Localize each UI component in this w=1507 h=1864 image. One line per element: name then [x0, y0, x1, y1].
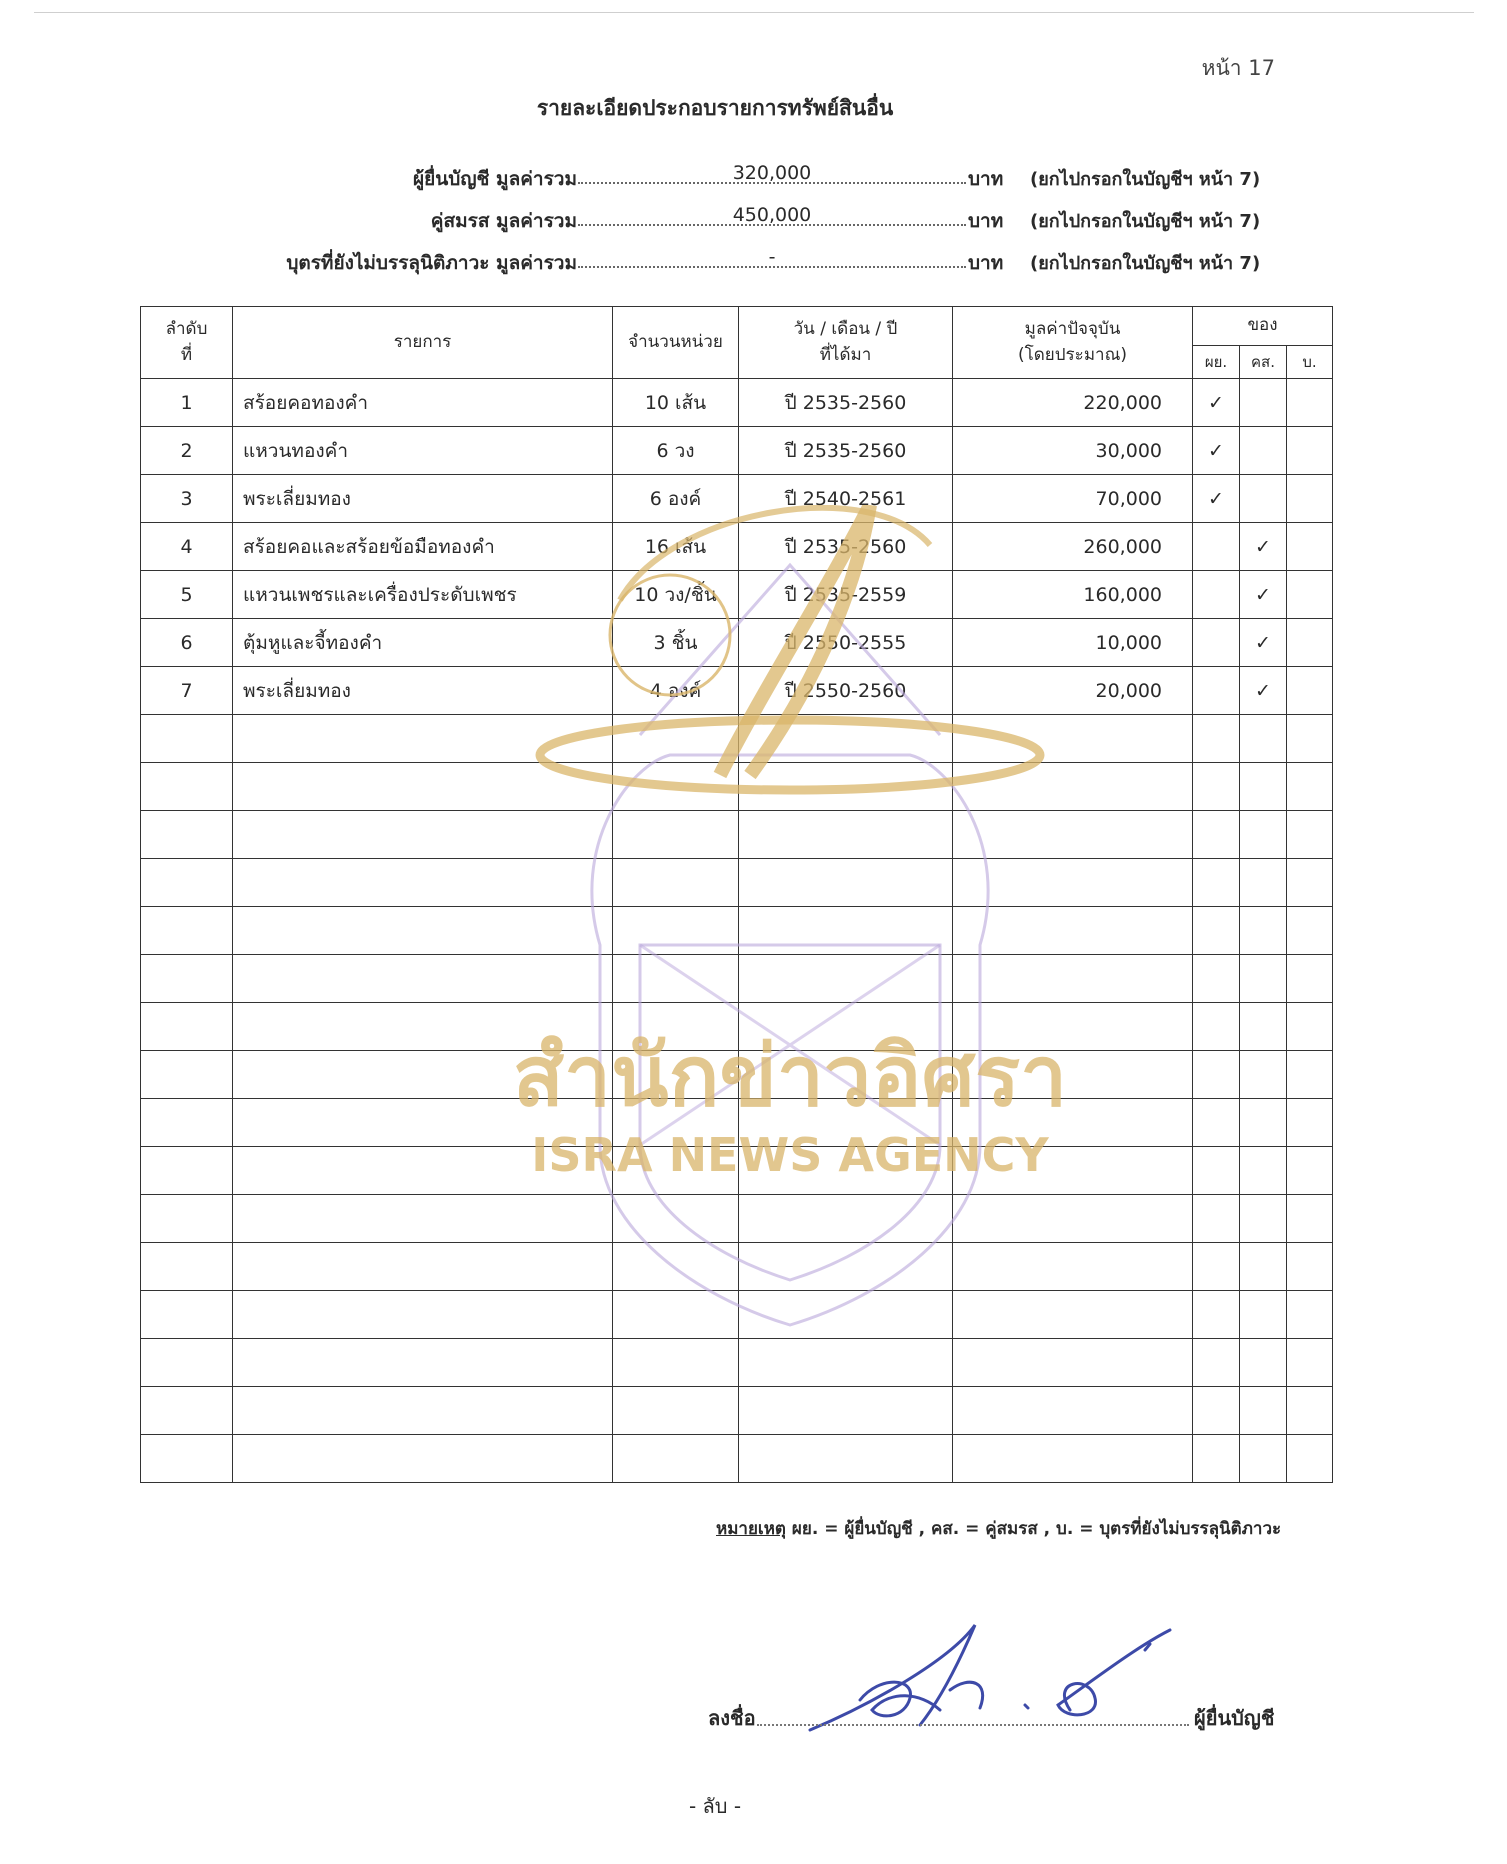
empty-cell — [1193, 1243, 1240, 1291]
empty-cell — [1193, 1147, 1240, 1195]
empty-cell — [233, 1339, 613, 1387]
table-row — [141, 427, 1333, 475]
row-quantity: 4 องค์ — [613, 667, 739, 715]
table-body — [141, 379, 1333, 1483]
empty-cell — [1287, 763, 1333, 811]
empty-cell — [739, 1243, 953, 1291]
empty-cell — [141, 715, 233, 763]
empty-table-row — [141, 1243, 1333, 1291]
header-no — [141, 307, 233, 379]
header-date-line1: วัน / เดือน / ปี — [793, 319, 898, 339]
header-date-line2: ที่ได้มา — [819, 344, 872, 365]
empty-cell — [953, 763, 1193, 811]
empty-cell — [1287, 1147, 1333, 1195]
empty-cell — [953, 1339, 1193, 1387]
empty-cell — [233, 1435, 613, 1483]
empty-cell — [953, 1387, 1193, 1435]
row-owner-child — [1287, 427, 1333, 475]
empty-cell — [1193, 859, 1240, 907]
empty-cell — [141, 1435, 233, 1483]
header-owner: ของ — [1193, 307, 1333, 346]
empty-cell — [1287, 907, 1333, 955]
header-value — [953, 307, 1193, 379]
empty-cell — [613, 763, 739, 811]
empty-cell — [141, 763, 233, 811]
empty-cell — [1193, 1051, 1240, 1099]
header-value-line2: (โดยประมาณ) — [1018, 344, 1127, 365]
handwritten-signature — [800, 1620, 1180, 1740]
empty-cell — [233, 715, 613, 763]
empty-cell — [1287, 1003, 1333, 1051]
header-owner-filer: ผย. — [1193, 346, 1240, 379]
empty-cell — [739, 1387, 953, 1435]
empty-cell — [739, 1435, 953, 1483]
empty-cell — [1287, 1435, 1333, 1483]
header-no-line2: ที่ — [180, 344, 193, 365]
summary-note: (ยกไปกรอกในบัญชีฯ หน้า 7) — [1030, 169, 1261, 190]
empty-cell — [1240, 907, 1287, 955]
row-no: 4 — [141, 523, 233, 571]
empty-cell — [739, 715, 953, 763]
empty-cell — [1287, 1243, 1333, 1291]
empty-cell — [1240, 1387, 1287, 1435]
empty-table-row — [141, 1435, 1333, 1483]
empty-cell — [233, 811, 613, 859]
row-date: ปี 2540-2561 — [739, 475, 953, 523]
empty-cell — [141, 907, 233, 955]
summary-label: บุตรที่ยังไม่บรรลุนิติภาวะ มูลค่ารวม — [286, 252, 577, 274]
empty-cell — [1287, 955, 1333, 1003]
empty-cell — [1240, 763, 1287, 811]
row-owner-filer — [1193, 571, 1240, 619]
empty-cell — [1287, 715, 1333, 763]
empty-table-row — [141, 1195, 1333, 1243]
empty-cell — [1287, 859, 1333, 907]
empty-cell — [1193, 1291, 1240, 1339]
row-date: ปี 2535-2559 — [739, 571, 953, 619]
empty-cell — [141, 955, 233, 1003]
empty-cell — [739, 1051, 953, 1099]
empty-cell — [141, 1147, 233, 1195]
row-quantity: 10 เส้น — [613, 379, 739, 427]
empty-cell — [613, 1147, 739, 1195]
empty-cell — [1287, 1195, 1333, 1243]
row-item: พระเลี่ยมทอง — [233, 475, 613, 523]
row-owner-filer — [1193, 523, 1240, 571]
empty-cell — [613, 1339, 739, 1387]
empty-cell — [233, 859, 613, 907]
row-owner-spouse — [1240, 427, 1287, 475]
row-value: 30,000 — [953, 427, 1193, 475]
empty-cell — [613, 1243, 739, 1291]
empty-cell — [141, 1387, 233, 1435]
empty-cell — [953, 907, 1193, 955]
empty-cell — [1193, 763, 1240, 811]
empty-cell — [141, 1003, 233, 1051]
empty-cell — [233, 1147, 613, 1195]
empty-cell — [613, 1099, 739, 1147]
empty-cell — [739, 955, 953, 1003]
row-owner-child — [1287, 475, 1333, 523]
empty-cell — [141, 1195, 233, 1243]
summary-value: - — [768, 246, 776, 268]
empty-table-row — [141, 1339, 1333, 1387]
empty-cell — [613, 907, 739, 955]
empty-cell — [739, 1099, 953, 1147]
row-item: พระเลี่ยมทอง — [233, 667, 613, 715]
row-owner-spouse — [1240, 379, 1287, 427]
row-value: 20,000 — [953, 667, 1193, 715]
table-row — [141, 379, 1333, 427]
row-owner-spouse: ✓ — [1240, 523, 1287, 571]
empty-cell — [1240, 1195, 1287, 1243]
empty-cell — [1240, 859, 1287, 907]
empty-cell — [1287, 811, 1333, 859]
empty-table-row — [141, 907, 1333, 955]
empty-cell — [141, 811, 233, 859]
empty-cell — [613, 1195, 739, 1243]
table-row — [141, 667, 1333, 715]
remark-text: ผย. = ผู้ยื่นบัญชี , คส. = คู่สมรส , บ. = บุตรที่ยังไม่บรรลุนิติภาวะ — [785, 1519, 1282, 1539]
empty-cell — [1193, 1195, 1240, 1243]
sign-label: ลงชื่อ — [708, 1706, 756, 1730]
empty-cell — [613, 715, 739, 763]
empty-cell — [233, 1243, 613, 1291]
empty-cell — [141, 1051, 233, 1099]
empty-table-row — [141, 715, 1333, 763]
row-no: 6 — [141, 619, 233, 667]
remark — [716, 1515, 1281, 1542]
empty-cell — [1240, 811, 1287, 859]
empty-cell — [953, 1003, 1193, 1051]
row-no: 2 — [141, 427, 233, 475]
empty-cell — [1240, 1291, 1287, 1339]
empty-cell — [141, 1099, 233, 1147]
empty-cell — [613, 1003, 739, 1051]
empty-table-row — [141, 1051, 1333, 1099]
watermark-thai: สำนักข่าวอิศรา — [512, 1027, 1068, 1125]
row-owner-filer: ✓ — [1193, 427, 1240, 475]
row-quantity: 6 องค์ — [613, 475, 739, 523]
empty-cell — [1193, 811, 1240, 859]
row-owner-spouse: ✓ — [1240, 667, 1287, 715]
row-owner-child — [1287, 379, 1333, 427]
empty-cell — [953, 715, 1193, 763]
empty-table-row — [141, 1003, 1333, 1051]
row-value: 160,000 — [953, 571, 1193, 619]
empty-table-row — [141, 1147, 1333, 1195]
signature-dotted-line — [757, 1724, 1189, 1726]
row-item: ตุ้มหูและจี้ทองคำ — [233, 619, 613, 667]
row-item: สร้อยคอและสร้อยข้อมือทองคำ — [233, 523, 613, 571]
row-owner-filer: ✓ — [1193, 379, 1240, 427]
empty-cell — [613, 811, 739, 859]
empty-cell — [1240, 1147, 1287, 1195]
row-owner-child — [1287, 523, 1333, 571]
empty-cell — [1193, 1387, 1240, 1435]
row-date: ปี 2535-2560 — [739, 379, 953, 427]
row-owner-filer — [1193, 619, 1240, 667]
empty-cell — [953, 955, 1193, 1003]
empty-cell — [613, 1387, 739, 1435]
empty-cell — [141, 1243, 233, 1291]
table-row — [141, 619, 1333, 667]
empty-cell — [141, 1291, 233, 1339]
empty-cell — [1240, 715, 1287, 763]
summary-unit: บาท — [968, 168, 1004, 190]
empty-cell — [233, 907, 613, 955]
empty-cell — [1193, 1099, 1240, 1147]
empty-table-row — [141, 1387, 1333, 1435]
empty-cell — [613, 1051, 739, 1099]
empty-table-row — [141, 763, 1333, 811]
row-owner-child — [1287, 667, 1333, 715]
row-value: 220,000 — [953, 379, 1193, 427]
empty-table-row — [141, 1099, 1333, 1147]
empty-cell — [233, 955, 613, 1003]
empty-table-row — [141, 1291, 1333, 1339]
table-row — [141, 523, 1333, 571]
empty-cell — [1193, 1435, 1240, 1483]
table-row — [141, 475, 1333, 523]
empty-table-row — [141, 955, 1333, 1003]
empty-cell — [1193, 955, 1240, 1003]
empty-cell — [233, 1195, 613, 1243]
table-row — [141, 571, 1333, 619]
empty-cell — [1193, 1339, 1240, 1387]
empty-cell — [1287, 1099, 1333, 1147]
row-date: ปี 2535-2560 — [739, 427, 953, 475]
empty-cell — [613, 1435, 739, 1483]
row-quantity: 10 วง/ชิ้น — [613, 571, 739, 619]
empty-cell — [233, 1387, 613, 1435]
row-date: ปี 2550-2560 — [739, 667, 953, 715]
empty-cell — [739, 907, 953, 955]
empty-cell — [1287, 1387, 1333, 1435]
row-no: 1 — [141, 379, 233, 427]
empty-cell — [739, 859, 953, 907]
empty-cell — [613, 955, 739, 1003]
empty-cell — [953, 859, 1193, 907]
empty-cell — [953, 1435, 1193, 1483]
row-owner-filer — [1193, 667, 1240, 715]
row-quantity: 16 เส้น — [613, 523, 739, 571]
row-no: 7 — [141, 667, 233, 715]
summary-filer — [0, 160, 1507, 192]
watermark-english: ISRA NEWS AGENCY — [531, 1128, 1049, 1182]
empty-cell — [1240, 1051, 1287, 1099]
summary-label: คู่สมรส มูลค่ารวม — [430, 210, 577, 232]
empty-cell — [233, 1291, 613, 1339]
summary-note: (ยกไปกรอกในบัญชีฯ หน้า 7) — [1030, 211, 1261, 232]
empty-cell — [1240, 1243, 1287, 1291]
row-owner-child — [1287, 571, 1333, 619]
empty-cell — [233, 1051, 613, 1099]
row-no: 3 — [141, 475, 233, 523]
row-owner-filer: ✓ — [1193, 475, 1240, 523]
empty-cell — [1287, 1291, 1333, 1339]
empty-cell — [1193, 907, 1240, 955]
summary-child — [0, 244, 1507, 276]
row-owner-spouse: ✓ — [1240, 571, 1287, 619]
empty-cell — [953, 1099, 1193, 1147]
empty-cell — [613, 859, 739, 907]
empty-cell — [613, 1291, 739, 1339]
empty-cell — [1240, 1435, 1287, 1483]
empty-cell — [233, 1099, 613, 1147]
row-value: 10,000 — [953, 619, 1193, 667]
signer-role: ผู้ยื่นบัญชี — [1194, 1706, 1275, 1730]
empty-cell — [953, 1243, 1193, 1291]
header-no-line1: ลำดับ — [165, 319, 208, 339]
empty-cell — [1287, 1051, 1333, 1099]
empty-cell — [953, 811, 1193, 859]
empty-cell — [739, 1291, 953, 1339]
header-quantity: จำนวนหน่วย — [613, 307, 739, 379]
empty-cell — [739, 1195, 953, 1243]
empty-cell — [953, 1291, 1193, 1339]
empty-cell — [1240, 955, 1287, 1003]
empty-cell — [233, 763, 613, 811]
row-owner-spouse — [1240, 475, 1287, 523]
row-item: สร้อยคอทองคำ — [233, 379, 613, 427]
empty-cell — [1193, 715, 1240, 763]
empty-table-row — [141, 859, 1333, 907]
summary-spouse — [0, 202, 1507, 234]
summary-unit: บาท — [968, 252, 1004, 274]
empty-cell — [141, 1339, 233, 1387]
row-quantity: 3 ชิ้น — [613, 619, 739, 667]
empty-cell — [1240, 1099, 1287, 1147]
row-owner-spouse: ✓ — [1240, 619, 1287, 667]
header-item: รายการ — [233, 307, 613, 379]
empty-cell — [739, 1339, 953, 1387]
summary-unit: บาท — [968, 210, 1004, 232]
empty-cell — [739, 1147, 953, 1195]
empty-cell — [953, 1147, 1193, 1195]
header-owner-spouse: คส. — [1240, 346, 1287, 379]
empty-table-row — [141, 811, 1333, 859]
summary-value: 450,000 — [732, 204, 812, 226]
empty-cell — [1240, 1003, 1287, 1051]
empty-cell — [739, 763, 953, 811]
empty-cell — [141, 859, 233, 907]
row-value: 70,000 — [953, 475, 1193, 523]
empty-cell — [953, 1051, 1193, 1099]
empty-cell — [1193, 1003, 1240, 1051]
confidential-footer: - ลับ - — [688, 1794, 742, 1818]
row-no: 5 — [141, 571, 233, 619]
header-date — [739, 307, 953, 379]
summary-note: (ยกไปกรอกในบัญชีฯ หน้า 7) — [1030, 253, 1261, 274]
empty-cell — [1240, 1339, 1287, 1387]
row-value: 260,000 — [953, 523, 1193, 571]
page-number: หน้า 17 — [1201, 56, 1275, 80]
assets-table — [140, 306, 1333, 1483]
row-date: ปี 2535-2560 — [739, 523, 953, 571]
header-value-line1: มูลค่าปัจจุบัน — [1024, 319, 1121, 339]
empty-cell — [953, 1195, 1193, 1243]
row-quantity: 6 วง — [613, 427, 739, 475]
header-owner-child: บ. — [1287, 346, 1333, 379]
empty-cell — [1287, 1339, 1333, 1387]
summary-value: 320,000 — [732, 162, 812, 184]
row-date: ปี 2550-2555 — [739, 619, 953, 667]
page-title: รายละเอียดประกอบรายการทรัพย์สินอื่น — [536, 96, 894, 120]
summary-label: ผู้ยื่นบัญชี มูลค่ารวม — [413, 168, 577, 190]
remark-label: หมายเหตุ — [716, 1519, 786, 1539]
empty-cell — [739, 1003, 953, 1051]
row-item: แหวนเพชรและเครื่องประดับเพชร — [233, 571, 613, 619]
empty-cell — [739, 811, 953, 859]
row-owner-child — [1287, 619, 1333, 667]
empty-cell — [233, 1003, 613, 1051]
top-divider — [34, 12, 1474, 13]
row-item: แหวนทองคำ — [233, 427, 613, 475]
